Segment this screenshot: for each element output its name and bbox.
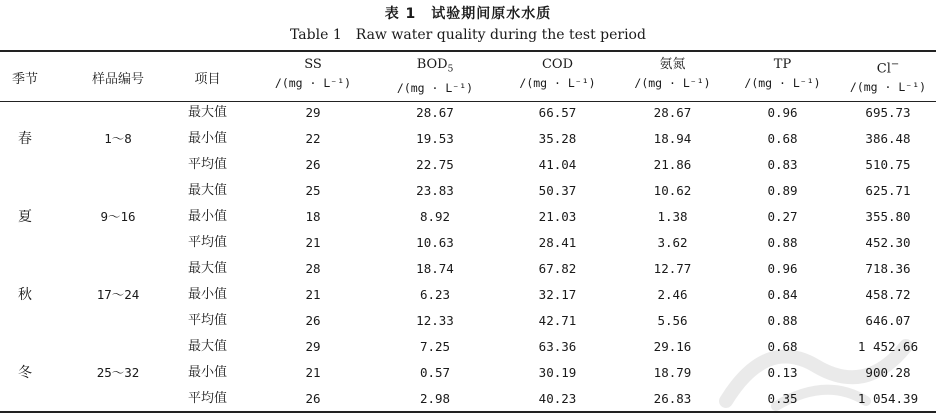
watermark-logo — [706, 306, 936, 416]
header-column-unit: /(mg · L⁻¹) — [274, 76, 352, 90]
row-item-label: 平均值 — [187, 391, 227, 406]
table-caption-en: Table 1 Raw water quality during the test period — [290, 27, 646, 43]
sample-range: 25～32 — [96, 365, 140, 380]
season-label: 秋 — [18, 287, 32, 303]
table-cell: 458.72 — [865, 287, 911, 302]
row-item-label: 最大值 — [187, 105, 227, 120]
table-cell: 42.71 — [538, 313, 577, 328]
header-column-name — [258, 56, 368, 74]
sample-range: 9～16 — [100, 209, 136, 224]
table-cell: 18 — [305, 209, 321, 224]
table-cell: 695.73 — [865, 105, 911, 120]
table-cell: 18.79 — [653, 365, 692, 380]
table-cell: 0.96 — [767, 261, 798, 276]
table-cell: 40.23 — [538, 391, 577, 406]
row-item-label: 平均值 — [187, 235, 227, 250]
table-cell: 63.36 — [538, 339, 577, 354]
table-cell: 28.67 — [416, 105, 454, 120]
table-cell: 10.62 — [653, 183, 692, 198]
table-cell: 26 — [305, 157, 321, 172]
season-label: 冬 — [18, 365, 32, 381]
row-item-label: 平均值 — [187, 157, 227, 172]
top-rule — [0, 50, 936, 52]
header-column — [615, 56, 730, 92]
season-label: 夏 — [18, 209, 32, 225]
header-column — [258, 56, 368, 92]
header-column-label: TP — [773, 57, 792, 72]
table-cell: 0.13 — [767, 365, 798, 380]
table-cell: 66.57 — [538, 105, 577, 120]
table-cell: 21.03 — [538, 209, 577, 224]
header-column-name — [615, 56, 730, 74]
header-column-subscript: 5 — [447, 64, 454, 75]
row-item-label: 最小值 — [187, 209, 227, 224]
table-cell: 2.98 — [419, 391, 451, 406]
table-cell: 18.74 — [416, 261, 454, 276]
row-item-label: 最小值 — [187, 365, 227, 380]
sample-range: 17～24 — [96, 287, 140, 302]
sample-range: 1～8 — [104, 131, 132, 146]
table-cell: 22.75 — [416, 157, 454, 172]
row-item-label: 最大值 — [187, 339, 227, 354]
table-cell: 10.63 — [416, 235, 454, 250]
table-cell: 26 — [305, 391, 321, 406]
row-item-label: 最小值 — [187, 131, 227, 146]
table-cell: 28 — [305, 261, 321, 276]
table-cell: 23.83 — [416, 183, 454, 198]
table-cell: 50.37 — [538, 183, 577, 198]
header-column-name — [840, 56, 936, 78]
table-cell: 0.35 — [767, 391, 798, 406]
table-cell: 0.83 — [767, 157, 798, 172]
header-column — [735, 56, 830, 92]
row-item-label: 最小值 — [187, 287, 227, 302]
table-cell: 0.88 — [767, 235, 798, 250]
header-column-label: Cl — [876, 61, 891, 77]
table-cell: 30.19 — [538, 365, 577, 380]
table-cell: 510.75 — [865, 157, 911, 172]
table-cell: 21 — [305, 287, 321, 302]
table-cell: 22 — [305, 131, 321, 146]
table-cell: 0.89 — [767, 183, 798, 198]
table-cell: 0.96 — [767, 105, 798, 120]
table-cell: 21.86 — [653, 157, 692, 172]
header-season: 季节 — [11, 72, 38, 87]
header-column-name — [735, 56, 830, 74]
table-cell: 21 — [305, 365, 321, 380]
table-cell: 3.62 — [657, 235, 688, 250]
table-cell: 452.30 — [865, 235, 911, 250]
table-cell: 1.38 — [657, 209, 688, 224]
table-cell: 625.71 — [865, 183, 911, 198]
header-column-label: BOD — [416, 57, 448, 72]
table-cell: 0.57 — [419, 365, 451, 380]
table-cell: 18.94 — [653, 131, 692, 146]
table-cell: 7.25 — [419, 339, 451, 354]
table-cell: 28.67 — [653, 105, 692, 120]
table-cell: 28.41 — [538, 235, 577, 250]
table-cell: 6.23 — [419, 287, 451, 302]
table-cell: 29 — [305, 105, 321, 120]
table-cell: 32.17 — [538, 287, 577, 302]
season-label: 春 — [18, 131, 32, 147]
header-sample-id: 样品编号 — [91, 72, 144, 87]
header-column-unit: /(mg · L⁻¹) — [849, 80, 927, 95]
table-cell: 8.92 — [419, 209, 451, 224]
table-cell: 386.48 — [865, 131, 911, 146]
header-item: 项目 — [194, 72, 221, 87]
header-column-superscript: − — [890, 59, 900, 70]
header-column-unit: /(mg · L⁻¹) — [519, 76, 596, 90]
table-cell: 900.28 — [865, 365, 911, 380]
row-item-label: 平均值 — [187, 313, 227, 328]
header-column-unit: /(mg · L⁻¹) — [634, 76, 711, 90]
table-cell: 12.77 — [653, 261, 692, 276]
table-cell: 29.16 — [653, 339, 692, 354]
header-column-label: SS — [304, 57, 322, 72]
table-cell: 35.28 — [538, 131, 577, 146]
header-column-label: 氨氮 — [659, 57, 686, 72]
header-column-name — [380, 56, 490, 79]
header-column-unit: /(mg · L⁻¹) — [396, 80, 474, 95]
header-column — [380, 56, 490, 97]
table-cell: 29 — [305, 339, 321, 354]
table-caption-zh: 表 1 试验期间原水水质 — [384, 6, 552, 22]
table-cell: 19.53 — [416, 131, 454, 146]
table-cell: 2.46 — [657, 287, 688, 302]
table-cell: 21 — [305, 235, 321, 250]
table-cell: 0.88 — [767, 313, 798, 328]
table-cell: 67.82 — [538, 261, 577, 276]
table-cell: 1 054.39 — [857, 391, 919, 406]
table-cell: 26.83 — [653, 391, 692, 406]
header-column-label: COD — [541, 57, 574, 72]
table-cell: 355.80 — [865, 209, 911, 224]
header-column-name — [500, 56, 615, 74]
header-column — [840, 56, 936, 96]
row-item-label: 最大值 — [187, 261, 227, 276]
header-column-unit: /(mg · L⁻¹) — [744, 76, 821, 90]
row-item-label: 最大值 — [187, 183, 227, 198]
table-cell: 718.36 — [865, 261, 911, 276]
table-cell: 0.68 — [767, 339, 798, 354]
header-column — [500, 56, 615, 92]
table-cell: 5.56 — [657, 313, 688, 328]
table-cell: 0.84 — [767, 287, 798, 302]
table-cell: 0.27 — [767, 209, 798, 224]
table-cell: 41.04 — [538, 157, 577, 172]
table-cell: 25 — [305, 183, 321, 198]
table-cell: 26 — [305, 313, 321, 328]
table-cell: 1 452.66 — [857, 339, 919, 354]
table-cell: 646.07 — [865, 313, 911, 328]
table-cell: 12.33 — [416, 313, 454, 328]
table-cell: 0.68 — [767, 131, 798, 146]
